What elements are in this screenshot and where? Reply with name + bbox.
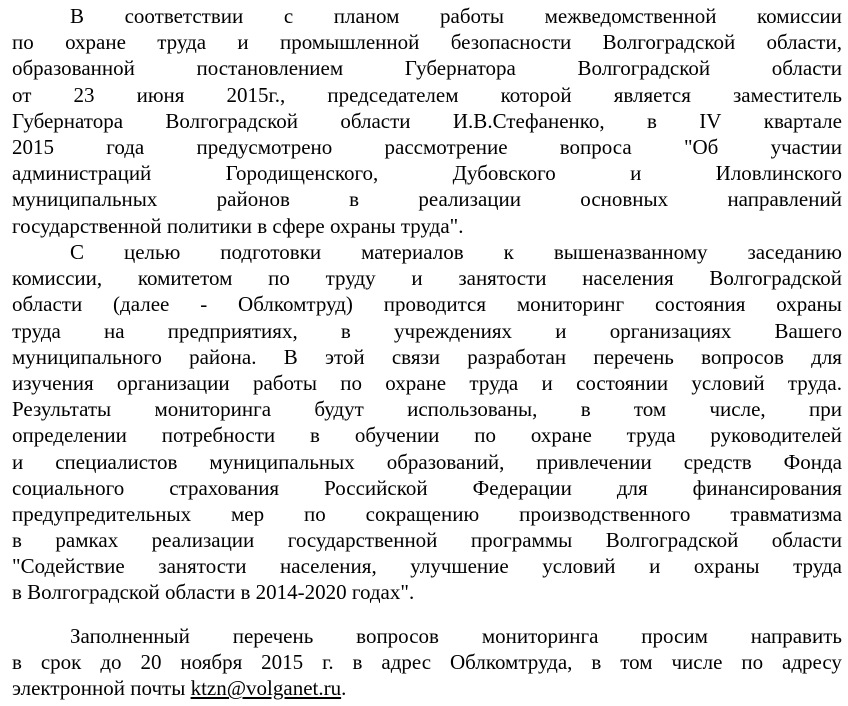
text-line: "Содействие занятости населения, улучшение условий и охраны труда bbox=[12, 554, 842, 579]
text-line: Результаты мониторинга будут использованы, в том числе, при bbox=[12, 397, 842, 422]
text-line: В соответствии с планом работы межведомственной комиссии bbox=[70, 4, 842, 28]
paragraph-monitoring bbox=[12, 239, 842, 606]
text-line: в рамках реализации государственной программы Волгоградской области bbox=[12, 528, 842, 553]
text-line: социального страхования Российской Федерации для финансирования bbox=[12, 475, 842, 500]
text-line: С целью подготовки материалов к вышеназванному заседанию bbox=[70, 240, 842, 264]
text-line: в срок до 20 ноября 2015 г. в адрес Облкомтруда, в том числе по адресу bbox=[12, 650, 842, 675]
text-line: Заполненный перечень вопросов мониторинга просим направить bbox=[70, 624, 842, 648]
text-line: 2015 года предусмотрено рассмотрение вопроса "Об участии bbox=[12, 134, 842, 159]
text-line: предупредительных мер по сокращению производственного травматизма bbox=[12, 501, 842, 526]
text-line: образованной постановлением Губернатора Волгоградской области bbox=[12, 56, 842, 81]
text-line: по охране труда и промышленной безопасности Волгоградской области, bbox=[12, 30, 842, 55]
text-line: Губернатора Волгоградской области И.В.Стефаненко, в IV квартале bbox=[12, 108, 842, 133]
text-line: администраций Городищенского, Дубовского и Иловлинского bbox=[12, 161, 842, 186]
text-line: и специалистов муниципальных образований, привлечении средств Фонда bbox=[12, 449, 842, 474]
paragraph-request bbox=[12, 623, 842, 702]
text-line: изучения организации работы по охране труда и состоянии условий труда. bbox=[12, 370, 842, 395]
text-line: муниципального района. В этой связи разработан перечень вопросов для bbox=[12, 344, 842, 369]
text-line: комиссии, комитетом по труду и занятости населения Волгоградской bbox=[12, 266, 842, 291]
text-line-label: электронной почты bbox=[12, 676, 186, 701]
text-line: муниципальных районов в реализации основных направлений bbox=[12, 187, 842, 212]
trailing-period: . bbox=[341, 676, 347, 701]
paragraph-commission bbox=[12, 3, 842, 239]
text-line-email bbox=[12, 675, 842, 701]
text-line: определении потребности в обучении по охране труда руководителей bbox=[12, 423, 842, 448]
text-line: области (далее - Облкомтруд) проводится мониторинг состояния охраны bbox=[12, 292, 842, 317]
text-line: государственной политики в сфере охраны труда". bbox=[12, 213, 464, 238]
text-line: в Волгоградской области в 2014-2020 годах". bbox=[12, 580, 415, 605]
text-line: от 23 июня 2015г., председателем которой является заместитель bbox=[12, 82, 842, 107]
email-link[interactable]: ktzn@volganet.ru bbox=[190, 676, 342, 701]
text-line: труда на предприятиях, в учреждениях и организациях Вашего bbox=[12, 318, 842, 343]
